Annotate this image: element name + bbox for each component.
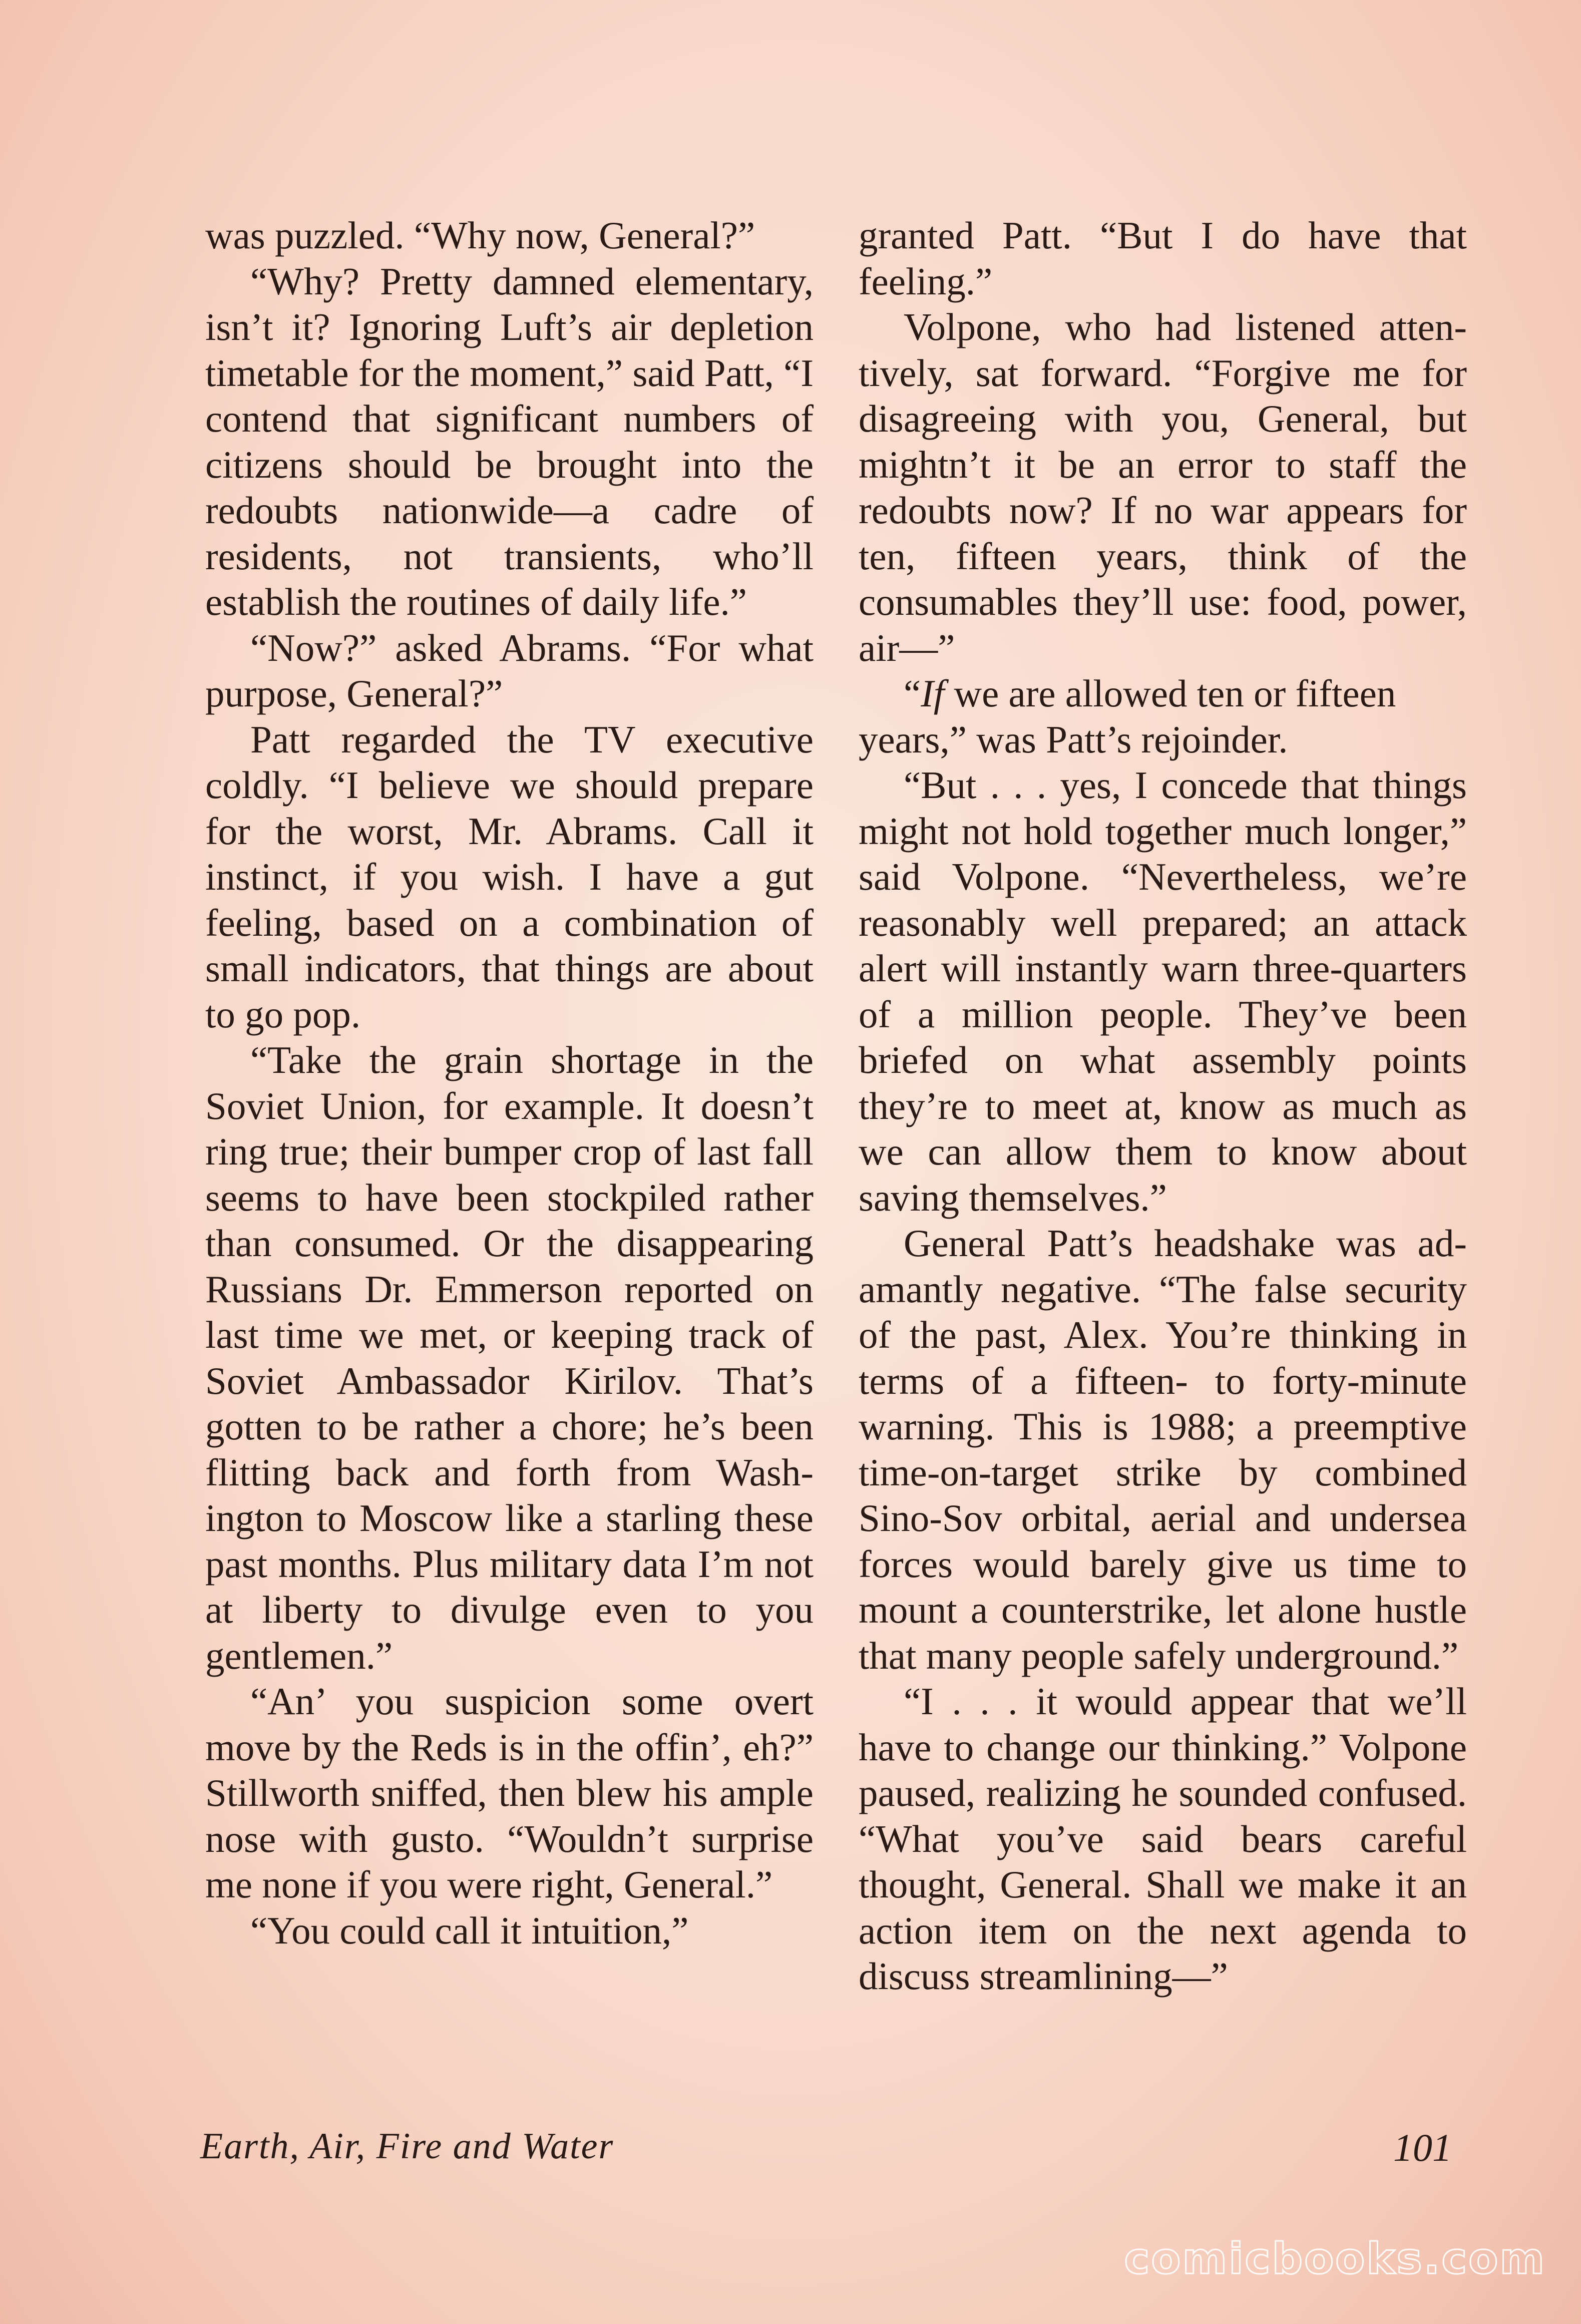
- paragraph: “Take the grain shortage in the Soviet Union, for example. It doesn’t ring true; their bumper crop of last fall seems to have been stockpiled rather than consumed. Or the disappearing Russians Dr. Emmerson reported on last time we met, or keeping track of Soviet Ambassador Kirilov. That’s gotten to be rather a chore; he’s been flitting back and forth from Washington to Moscow like a starling these past months. Plus military data I’m not at liberty to divulge even to you gentlemen.”: [205, 1038, 814, 1677]
- page-footer: [200, 2125, 1452, 2180]
- paragraph: “But . . . yes, I concede that things might not hold together much longer,” said Volpone. “Nevertheless, we’re reasonably well prepared; an attack alert will instantly warn three-quarters of a million people. They’ve been briefed on what assembly points they’re to meet at, know as much as we can allow them to know about saving themselves.”: [859, 763, 1467, 1219]
- paragraph: granted Patt. “But I do have that feeling.”: [859, 214, 1467, 303]
- paragraph: General Patt’s headshake was adamantly negative. “The false security of the past, Alex. You’re thinking in terms of a fifteen- to forty-minute warning. This is 1988; a preemptive time-on-target strike by combined Sino-Sov orbital, aerial and undersea forces would barely give us time to mount a counterstrike, let alone hustle that many people safely underground.”: [859, 1222, 1467, 1677]
- running-title: Earth, Air, Fire and Water: [200, 2126, 614, 2167]
- paragraph: “Now?” asked Abrams. “For what purpose, General?”: [205, 626, 814, 715]
- paragraph-continuation: we are allowed ten or fifteen: [944, 672, 1396, 715]
- watermark: comicbooks.com: [1124, 2234, 1546, 2284]
- paragraph-line: years,” was Patt’s rejoinder.: [859, 717, 1288, 761]
- text-column-right: [859, 213, 1467, 2000]
- page-number: 101: [1393, 2126, 1452, 2169]
- paragraph: Patt regarded the TV executive coldly. “I believe we should prepare for the worst, Mr. Abrams. Call it instinct, if you wish. I have a gut feeling, based on a combination of small indicators, that things are about to go pop.: [205, 717, 814, 1036]
- paragraph: “You could call it intuition,”: [250, 1908, 689, 1952]
- open-quote: “: [904, 672, 921, 715]
- paragraph: was puzzled. “Why now, General?”: [205, 214, 755, 257]
- paragraph: [859, 671, 1467, 762]
- italic-if: If: [921, 672, 945, 715]
- paragraph: Volpone, who had listened attentively, sat forward. “Forgive me for disagreeing with you, General, but mightn’t it be an error to staff the redoubts now? If no war appears for ten, fifteen years, think of the consumables they’ll use: food, power, air—”: [859, 305, 1467, 669]
- paragraph: “I . . . it would appear that we’ll have to change our thinking.” Volpone paused, realizing he sounded confused. “What you’ve said bears careful thought, General. Shall we make it an action item on the next agenda to discuss streamlining—”: [859, 1680, 1467, 1998]
- paragraph: “Why? Pretty damned elementary, isn’t it? Ignoring Luft’s air depletion timetable for the moment,” said Patt, “I contend that significant numbers of citizens should be brought into the redoubts nationwide—a cadre of residents, not transients, who’ll establish the routines of daily life.”: [205, 259, 814, 623]
- paragraph: “An’ you suspicion some overt move by the Reds is in the offin’, eh?” Stillworth sniffed, then blew his ample nose with gusto. “Wouldn’t surprise me none if you were right, General.”: [205, 1680, 814, 1906]
- text-column-left: [205, 213, 814, 1954]
